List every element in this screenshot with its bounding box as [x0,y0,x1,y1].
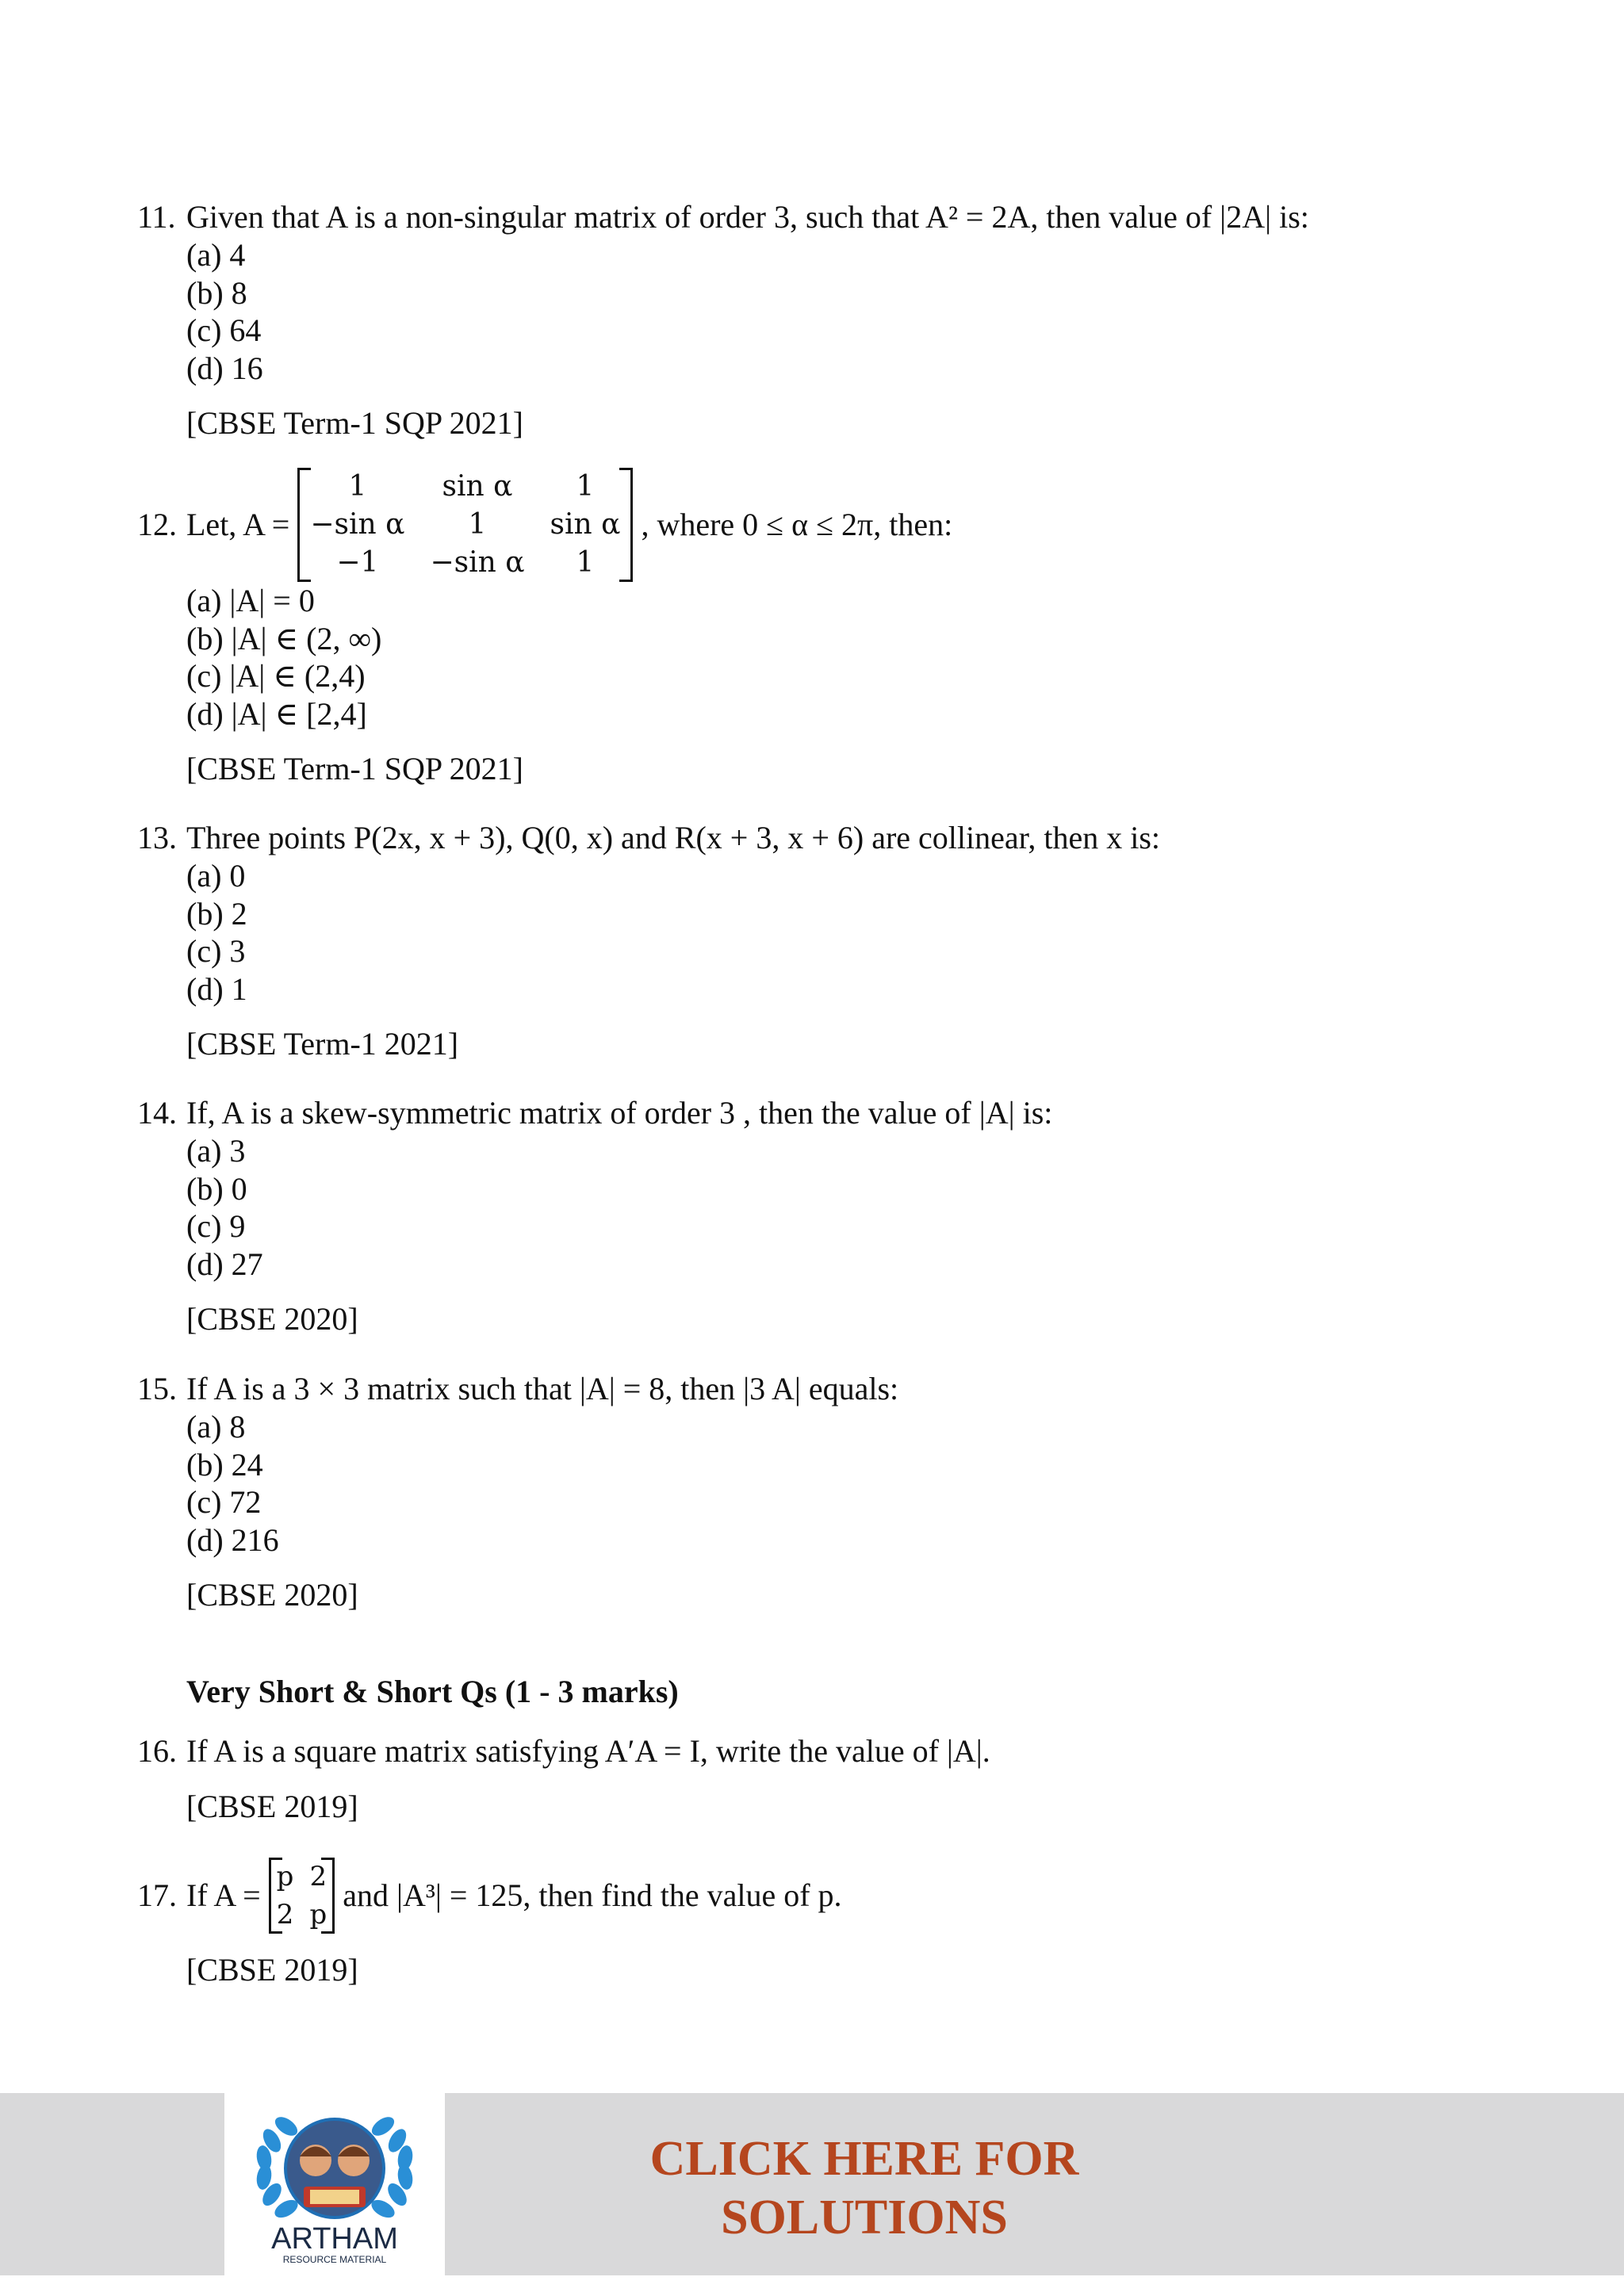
question-text: Three points P(2x, x + 3), Q(0, x) and R(x + 3, x + 6) are collinear, then x is: [186,820,1161,855]
click-for-solutions-link[interactable] [571,2130,1158,2247]
matrix-cell: 1 [348,470,367,503]
option-d: (d) 216 [186,1521,279,1558]
question-13 [137,819,1160,1063]
option-d: (d) 16 [186,350,263,386]
option-b: (b) 24 [186,1446,263,1483]
option-b: (b) |A| ∈ (2, ∞) [186,620,382,656]
question-text: If A is a 3 × 3 matrix such that |A| = 8, then |3 A| equals: [186,1371,899,1406]
matrix-cell: sin α [442,470,513,503]
option-c: (c) 72 [186,1484,262,1520]
question-number: 12. [137,507,177,542]
question-text: If, A is a skew-symmetric matrix of order 3 , then the value of |A| is: [186,1095,1053,1131]
question-14 [137,1094,1052,1338]
cta-line-2[interactable]: SOLUTIONS [721,2191,1008,2244]
matrix-cell: −1 [336,546,379,579]
question-text-suffix: and |A³| = 125, then find the value of p. [343,1877,842,1913]
matrix-cell: 1 [468,508,487,541]
question-source: [CBSE Term-1 SQP 2021] [186,751,523,786]
logo-text: ARTHAM [271,2222,398,2256]
question-17 [137,1858,842,1989]
question-15 [137,1370,898,1614]
question-source: [CBSE 2020] [186,1577,358,1613]
option-c: (c) 9 [186,1208,246,1244]
question-text: If A is a square matrix satisfying A′A = I, write the value of |A|. [186,1733,990,1769]
question-11 [137,198,1309,442]
option-d: (d) 1 [186,970,247,1007]
question-number: 15. [137,1371,177,1406]
option-a: (a) 8 [186,1409,246,1445]
option-d: (d) 27 [186,1246,263,1282]
question-number: 13. [137,820,177,855]
question-source: [CBSE Term-1 SQP 2021] [186,405,523,441]
question-number: 11. [137,199,176,235]
option-b: (b) 2 [186,895,247,932]
question-source: [CBSE Term-1 2021] [186,1026,459,1062]
cta-line-1[interactable]: CLICK HERE FOR [649,2132,1079,2186]
option-c: (c) 64 [186,312,262,348]
option-b: (b) 0 [186,1170,247,1207]
matrix-cell: 2 [276,1899,294,1931]
option-a: (a) 4 [186,237,246,273]
matrix-a [269,1858,335,1934]
question-text-suffix: , where 0 ≤ α ≤ 2π, then: [641,507,953,542]
question-text-prefix: If A = [186,1877,261,1913]
question-12 [137,468,952,788]
matrix-cell: sin α [550,508,621,541]
option-c: (c) 3 [186,933,246,969]
matrix-cell: 2 [309,1861,327,1892]
option-a: (a) |A| = 0 [186,583,315,618]
question-source: [CBSE 2020] [186,1301,358,1337]
question-text-prefix: Let, A = [186,507,290,542]
matrix-cell: 1 [576,546,595,579]
option-a: (a) 3 [186,1133,246,1169]
question-source: [CBSE 2019] [186,1952,358,1988]
matrix-cell: −sin α [430,546,525,579]
artham-logo[interactable] [224,2093,445,2275]
laurel-logo-icon [224,2093,445,2275]
matrix-cell: −sin α [310,508,405,541]
logo-subtext: RESOURCE MATERIAL [282,2254,387,2265]
matrix-cell: p [309,1899,327,1931]
footer-banner [0,2093,1624,2275]
option-c: (c) |A| ∈ (2,4) [186,658,366,694]
question-number: 14. [137,1095,177,1131]
option-a: (a) 0 [186,858,246,894]
question-number: 16. [137,1733,177,1769]
question-text: Given that A is a non-singular matrix of order 3, such that A² = 2A, then value of |2A| is: [186,199,1309,235]
matrix-a [297,468,633,582]
matrix-cell: 1 [576,470,595,503]
question-source: [CBSE 2019] [186,1789,358,1824]
question-16 [137,1732,990,1826]
option-d: (d) |A| ∈ [2,4] [186,695,367,732]
matrix-cell: p [276,1861,294,1892]
question-number: 17. [137,1877,177,1913]
option-b: (b) 8 [186,274,247,311]
section-heading: Very Short & Short Qs (1 - 3 marks) [186,1674,679,1709]
